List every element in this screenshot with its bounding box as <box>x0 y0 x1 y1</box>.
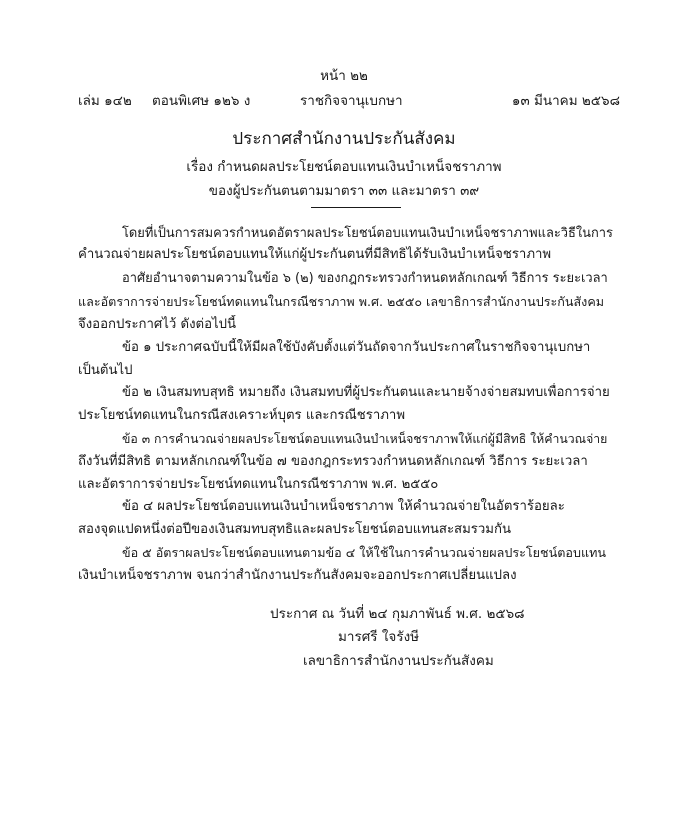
title-divider <box>311 207 401 208</box>
body-line: คำนวณจ่ายผลประโยชน์ตอบแทนให้แก่ผู้ประกันตนที่มีสิทธิได้รับเงินบำเหน็จชราภาพ <box>78 247 552 262</box>
body-line: เงินบำเหน็จชราภาพ จนกว่าสำนักงานประกันสังคมจะออกประกาศเปลี่ยนแปลง <box>78 568 517 583</box>
body-line: เป็นต้นไป <box>78 363 133 378</box>
body-line: อาศัยอำนาจตามความในข้อ ๖ (๒) ของกฎกระทรวงกำหนดหลักเกณฑ์ วิธีการ ระยะเวลา <box>122 271 608 286</box>
body-line: สองจุดแปดหนึ่งต่อปีของเงินสมทบสุทธิและผลประโยชน์ตอบแทนสะสมรวมกัน <box>78 522 511 537</box>
clause-4: ข้อ ๔ ผลประโยชน์ตอบแทนเงินบำเหน็จชราภาพ ให้คำนวณจ่ายในอัตราร้อยละ <box>122 499 565 514</box>
volume-label: เล่ม ๑๔๒ <box>78 93 132 109</box>
section-label: ตอนพิเศษ ๑๒๖ ง <box>152 93 251 109</box>
body-line: และอัตราการจ่ายประโยชน์ทดแทนในกรณีชราภาพ พ.ศ. ๒๕๕๐ <box>78 477 439 492</box>
page-number: หน้า ๒๒ <box>320 68 368 84</box>
body-line: ถึงวันที่มีสิทธิ ตามหลักเกณฑ์ในข้อ ๗ ของกฎกระทรวงกำหนดหลักเกณฑ์ วิธีการ ระยะเวลา <box>78 454 588 469</box>
gazette-name: ราชกิจจานุเบกษา <box>300 93 403 109</box>
clause-2: ข้อ ๒ เงินสมทบสุทธิ หมายถึง เงินสมทบที่ผู้ประกันตนและนายจ้างจ่ายสมทบเพื่อการจ่าย <box>122 385 610 400</box>
publication-date: ๑๓ มีนาคม ๒๕๖๘ <box>511 93 620 109</box>
announced-date: ประกาศ ณ วันที่ ๒๔ กุมภาพันธ์ พ.ศ. ๒๕๖๘ <box>270 606 525 622</box>
subject-line-1: เรื่อง กำหนดผลประโยชน์ตอบแทนเงินบำเหน็จชราภาพ <box>186 159 502 175</box>
body-line: ประโยชน์ทดแทนในกรณีสงเคราะห์บุตร และกรณีชราภาพ <box>78 408 406 423</box>
signatory-position: เลขาธิการสำนักงานประกันสังคม <box>303 653 494 669</box>
body-line: และอัตราการจ่ายประโยชน์ทดแทนในกรณีชราภาพ พ.ศ. ๒๕๕๐ เลขาธิการสำนักงานประกันสังคม <box>78 294 605 309</box>
body-line: จึงออกประกาศไว้ ดังต่อไปนี้ <box>78 317 237 332</box>
body-line: โดยที่เป็นการสมควรกำหนดอัตราผลประโยชน์ตอบแทนเงินบำเหน็จชราภาพและวิธีในการ <box>122 226 613 241</box>
clause-1: ข้อ ๑ ประกาศฉบับนี้ให้มีผลใช้บังคับตั้งแต่วันถัดจากวันประกาศในราชกิจจานุเบกษา <box>122 340 591 355</box>
signatory-name: มารศรี ใจรังษี <box>338 629 420 645</box>
announcement-title: ประกาศสำนักงานประกันสังคม <box>232 129 456 149</box>
clause-5: ข้อ ๕ อัตราผลประโยชน์ตอบแทนตามข้อ ๔ ให้ใช้ในการคำนวณจ่ายผลประโยชน์ตอบแทน <box>122 545 606 560</box>
subject-line-2: ของผู้ประกันตนตามมาตรา ๓๓ และมาตรา ๓๙ <box>208 183 480 199</box>
clause-3: ข้อ ๓ การคำนวณจ่ายผลประโยชน์ตอบแทนเงินบำเหน็จชราภาพให้แก่ผู้มีสิทธิ ให้คำนวณจ่าย <box>122 432 608 446</box>
